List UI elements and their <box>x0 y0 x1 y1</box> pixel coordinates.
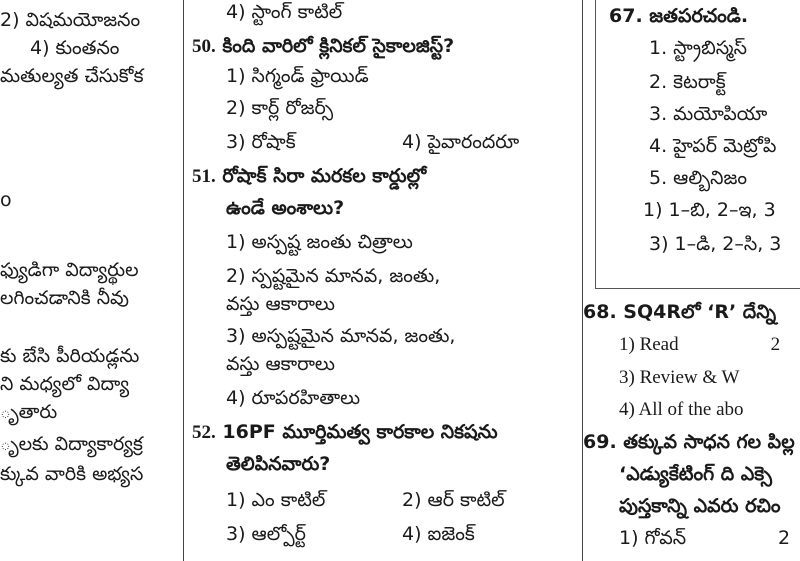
question-text-cont: ఉండే అంశాలు? <box>226 197 345 219</box>
question-text-cont: తెలిపినవారు? <box>226 453 331 475</box>
question-text: 16PF మూర్తిమత్వ కారకాల నికషను <box>222 421 498 443</box>
middle-column <box>184 0 582 561</box>
option: 1) సిగ్మండ్ ఫ్రాయిడ్ <box>226 65 369 87</box>
option: 4) ఐజెంక్ <box>402 523 475 545</box>
text-line: ృలకు విద్యాకార్యక్ర <box>0 433 143 455</box>
question-67: 67. జతపరచండి. <box>609 5 749 27</box>
option: 2) స్పష్టమైన మానవ, జంతు, <box>226 265 441 287</box>
left-column <box>0 0 183 561</box>
option: 2) ఆర్ కాటిల్ <box>402 489 505 511</box>
option-cont: వస్తు ఆకారాలు <box>226 293 335 315</box>
option <box>619 332 780 357</box>
option-tail: 2 <box>770 334 781 355</box>
match-item: 4. హైపర్ మెట్రోపి <box>649 135 777 157</box>
option-text: 1) గోవన్ <box>619 527 687 549</box>
text-line: 2) విషమయోజనం <box>0 9 141 31</box>
question-52 <box>192 420 498 445</box>
question-51 <box>192 164 426 189</box>
question-number: 51. <box>192 166 216 187</box>
text-line: ని మధ్యలో విద్యా <box>0 373 130 395</box>
option <box>619 526 790 550</box>
question-text: రోషాక్ సిరా మరకల కార్డుల్లో <box>222 165 427 187</box>
option: 3) అస్పష్టమైన మానవ, జంతు, <box>226 325 456 347</box>
question-text-cont: ‘ఎడ్యుకేటింగ్ ది ఎక్సె <box>619 463 772 485</box>
option-cont: వస్తు ఆకారాలు <box>226 353 335 375</box>
question-69: 69. తక్కువ సాధన గల పిల్ల <box>583 431 795 453</box>
option: 1) ఎం కాటిల్ <box>226 489 326 511</box>
option: 2) కార్ల్ రోజర్స్ <box>226 97 334 119</box>
question-number: 52. <box>192 422 216 443</box>
option: 3) రోషాక్ <box>226 131 296 153</box>
option: 1) అస్పష్ట జంతు చిత్రాలు <box>226 231 413 253</box>
text-line: ఫ్యుడిగా విద్యార్థుల <box>0 259 139 281</box>
question-number: 50. <box>192 36 216 57</box>
match-item: 1. స్ట్రాబిస్మస్ <box>649 37 747 59</box>
text-line: ృతారు <box>0 401 58 423</box>
question-50 <box>192 34 454 59</box>
match-item: 5. ఆల్బినిజం <box>649 167 748 189</box>
option: 3) ఆల్పోర్ట్ <box>226 523 306 545</box>
option-tail: 2 <box>778 527 791 549</box>
option: 4) All of the abo <box>619 399 744 420</box>
option: 3) Review & W <box>619 367 740 388</box>
text-line: లగించడానికి నీవు <box>0 287 130 309</box>
option: 1) 1–బి, 2–ఇ, 3 <box>643 199 776 221</box>
text-line: 4) కుంతనం <box>30 37 120 59</box>
option: 3) 1–డి, 2–సి, 3 <box>649 233 782 255</box>
option: 4) పైవారందరూ <box>402 131 520 153</box>
option-text: 1) Read <box>619 334 679 355</box>
q49-option-tail: 4) స్టాంగ్ కాటిల్ <box>226 1 343 23</box>
text-line: మతుల్యత చేసుకోక <box>0 65 144 87</box>
question-text-cont: పుస్తకాన్ని ఎవరు రచిం <box>619 495 781 517</box>
match-item: 2. కెటరాక్ట్ <box>649 71 726 93</box>
option: 4) రూపరహితాలు <box>226 387 361 409</box>
text-line: o <box>0 189 12 211</box>
match-item: 3. మయోపియా <box>649 103 768 125</box>
question-68: 68. SQ4Rలో ‘R’ దేన్ని <box>583 301 777 323</box>
text-line: కు బేసి పీరియడ్లను <box>0 345 140 367</box>
question-text: కింది వారిలో క్లినికల్ సైకాలజిస్ట్? <box>222 35 455 57</box>
right-column <box>583 0 800 561</box>
text-line: క్కువ వారికి అభ్యస <box>0 463 144 485</box>
